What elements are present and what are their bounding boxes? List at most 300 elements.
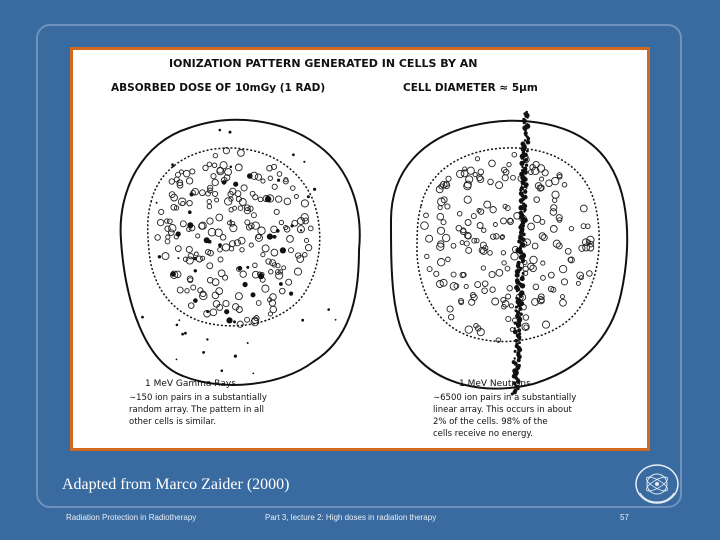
nuclear-granule (229, 208, 233, 212)
nuclear-granule (272, 184, 277, 189)
nuclear-granule (542, 321, 549, 328)
nuclear-granule (159, 209, 164, 214)
track-ion-dot (519, 161, 524, 166)
nuclear-granule (287, 236, 294, 243)
nuclear-granule (507, 286, 512, 291)
nuclear-granule (489, 271, 495, 277)
nuclear-granule (207, 277, 213, 283)
nuclear-granule (505, 266, 510, 271)
nuclear-granule (217, 167, 223, 173)
nuclear-granule (511, 175, 516, 180)
ion-pair-dot (193, 298, 198, 303)
track-ion-dot (518, 341, 521, 344)
track-ion-dot (518, 307, 522, 311)
nuclear-granule (471, 214, 476, 219)
ionization-figure (70, 47, 650, 451)
nuclear-granule (552, 177, 559, 184)
nuclear-granule (506, 316, 511, 321)
ion-pair-dot (226, 317, 232, 323)
nuclear-granule (532, 243, 538, 249)
nuclear-granule (258, 197, 263, 202)
ion-pair-dot (171, 272, 176, 277)
nuclear-granule (284, 225, 288, 229)
nuclear-granule (475, 157, 479, 161)
nuclear-granule (482, 228, 486, 232)
gamma-cell-nucleus (148, 148, 320, 326)
nuclear-granule (212, 179, 218, 185)
nuclear-granule (304, 238, 308, 242)
track-ion-dot (521, 157, 524, 160)
ion-pair-dot (280, 247, 286, 253)
ion-pair-dot (233, 182, 238, 187)
nuclear-granule (262, 285, 269, 292)
nuclear-granule (541, 261, 545, 265)
track-ion-dot (523, 190, 527, 194)
ion-pair-dot (187, 222, 193, 228)
nuclear-granule (427, 267, 432, 272)
track-ion-dot (526, 150, 529, 153)
ion-pair-dot (224, 309, 229, 314)
nuclear-granule (222, 244, 229, 251)
nuclear-granule (218, 247, 223, 252)
nuclear-granule (196, 256, 202, 262)
nuclear-granule (451, 243, 456, 248)
nuclear-granule (253, 263, 258, 268)
track-ion-dot (522, 272, 525, 275)
ion-pair-dot (184, 332, 187, 335)
nuclear-granule (207, 218, 213, 224)
ion-pair-dot (219, 129, 222, 132)
track-ion-dot (524, 185, 527, 188)
nuclear-granule (286, 279, 292, 285)
nuclear-granule (245, 317, 250, 322)
nuclear-granule (425, 254, 429, 258)
gamma-heading: 1 MeV Gamma Rays (145, 379, 236, 389)
ion-pair-dot (258, 273, 264, 279)
nuclear-granule (235, 191, 241, 197)
track-ion-dot (523, 210, 526, 213)
nuclear-granule (213, 153, 217, 157)
nuclear-granule (165, 239, 170, 244)
track-ion-dot (513, 330, 518, 335)
ion-pair-dot (156, 202, 158, 204)
figure-title-line1: IONIZATION PATTERN GENERATED IN CELLS BY AN (169, 57, 478, 70)
nuclear-granule (501, 218, 507, 224)
ion-pair-dot (204, 237, 210, 243)
nuclear-granule (308, 226, 313, 231)
track-ion-dot (517, 358, 521, 362)
nuclear-granule (177, 287, 183, 293)
nuclear-granule (451, 272, 456, 277)
ion-pair-dot (178, 319, 180, 321)
nuclear-granule (251, 213, 256, 218)
nuclear-granule (460, 241, 464, 245)
nuclear-granule (509, 304, 513, 308)
nuclear-granule (294, 195, 298, 199)
track-ion-dot (520, 283, 525, 288)
ion-pair-dot (277, 179, 280, 182)
nuclear-granule (183, 257, 187, 261)
nuclear-granule (478, 169, 484, 175)
nuclear-granule (190, 169, 195, 174)
nuclear-granule (489, 160, 496, 167)
nuclear-granule (212, 292, 219, 299)
track-ion-dot (521, 259, 525, 263)
track-ion-dot (525, 164, 528, 167)
nuclear-granule (473, 173, 477, 177)
ion-pair-dot (292, 153, 295, 156)
nuclear-granule (186, 178, 192, 184)
nuclear-granule (481, 266, 485, 270)
nuclear-granule (185, 289, 189, 293)
page-number: 57 (620, 513, 629, 522)
nuclear-granule (441, 220, 446, 225)
nuclear-granule (530, 256, 537, 263)
nuclear-granule (276, 272, 283, 279)
nuclear-granule (580, 205, 587, 212)
gamma-desc-3: other cells is similar. (129, 417, 217, 427)
nuclear-granule (276, 196, 282, 202)
neutron-desc-2: linear array. This occurs in about (433, 405, 572, 415)
neutron-desc-4: cells receive no energy. (433, 429, 533, 439)
nuclear-granule (540, 177, 544, 181)
nuclear-granule (565, 248, 571, 254)
nuclear-granule (475, 282, 481, 288)
nuclear-granule (482, 288, 488, 294)
gamma-ion-pairs (141, 129, 336, 375)
ion-pair-dot (251, 292, 256, 297)
gamma-desc-1: ∼150 ion pairs in a substantially (129, 393, 267, 403)
nuclear-granule (542, 170, 548, 176)
nuclear-granule (269, 270, 273, 274)
ion-pair-dot (190, 192, 194, 196)
nuclear-granule (541, 276, 546, 281)
nuclear-granule (257, 234, 261, 238)
track-ion-dot (515, 306, 518, 309)
ion-pair-dot (222, 180, 227, 185)
neutron-nuclear-texture (421, 152, 594, 342)
ion-pair-dot (206, 310, 209, 313)
track-ion-dot (526, 140, 531, 145)
nuclear-granule (289, 248, 294, 253)
nuclear-granule (291, 186, 296, 191)
nuclear-granule (511, 253, 518, 260)
nuclear-granule (449, 314, 454, 319)
ion-pair-dot (252, 373, 254, 375)
nuclear-granule (186, 246, 192, 252)
nuclear-granule (218, 270, 225, 277)
nuclear-granule (213, 191, 218, 196)
nuclear-granule (502, 261, 506, 265)
nuclear-granule (491, 234, 496, 239)
track-ion-dot (520, 201, 523, 204)
ion-pair-dot (243, 282, 248, 287)
nuclear-granule (484, 201, 491, 208)
nuclear-granule (587, 244, 594, 251)
nuclear-granule (218, 257, 223, 262)
nuclear-granule (174, 177, 179, 182)
nuclear-granule (477, 176, 483, 182)
nuclear-granule (211, 174, 216, 179)
ion-pair-dot (188, 210, 192, 214)
nuclear-granule (253, 195, 258, 200)
ion-pair-dot (265, 196, 271, 202)
nuclear-granule (437, 213, 444, 220)
nuclear-granule (277, 172, 282, 177)
nuclear-granule (576, 281, 580, 285)
nuclear-granule (454, 284, 459, 289)
nuclear-granule (569, 226, 573, 230)
nuclear-granule (196, 234, 200, 238)
track-ion-dot (519, 189, 522, 192)
nuclear-granule (215, 198, 219, 202)
nuclear-granule (252, 222, 259, 229)
nuclear-granule (203, 165, 208, 170)
nuclear-granule (166, 235, 170, 239)
nuclear-granule (284, 198, 291, 205)
ion-pair-dot (303, 161, 305, 163)
track-ion-dot (527, 137, 531, 141)
nuclear-granule (577, 272, 584, 279)
ion-pair-dot (335, 319, 337, 321)
nuclear-granule (470, 293, 475, 298)
nuclear-granule (250, 191, 255, 196)
track-ion-dot (520, 276, 525, 281)
ion-pair-dot (141, 316, 144, 319)
nuclear-granule (210, 309, 217, 316)
nuclear-granule (268, 176, 272, 180)
track-ion-dot (523, 121, 526, 124)
ion-pair-dot (301, 319, 304, 322)
ion-pair-dot (176, 324, 179, 327)
figure-title-dose: ABSORBED DOSE OF 10mGy (1 RAD) (111, 82, 326, 94)
gamma-cell-membrane (121, 120, 360, 385)
nuclear-granule (240, 248, 244, 252)
nuclear-granule (301, 200, 308, 207)
nuclear-granule (235, 164, 242, 171)
nuclear-granule (446, 257, 451, 262)
ion-pair-dot (158, 255, 161, 258)
nuclear-granule (162, 253, 169, 260)
nuclear-granule (477, 223, 483, 229)
nuclear-granule (279, 220, 283, 224)
nuclear-granule (501, 251, 505, 255)
ion-pair-dot (230, 166, 233, 169)
track-ion-dot (520, 313, 523, 316)
nuclear-granule (266, 259, 271, 264)
nuclear-granule (523, 315, 529, 321)
nuclear-granule (225, 169, 232, 176)
nuclear-granule (488, 179, 494, 185)
nuclear-granule (553, 198, 557, 202)
nuclear-granule (261, 253, 265, 257)
footer-course-title: Radiation Protection in Radiotherapy (66, 513, 197, 522)
nuclear-granule (240, 271, 246, 277)
nuclear-granule (445, 204, 450, 209)
footer-lecture-title: Part 3, lecture 2: High doses in radiation therapy (265, 513, 437, 522)
ion-pair-dot (176, 231, 181, 236)
nuclear-granule (305, 245, 311, 251)
nuclear-granule (175, 246, 181, 252)
track-ion-dot (517, 240, 521, 244)
nuclear-granule (540, 219, 545, 224)
nuclear-granule (533, 284, 539, 290)
nuclear-granule (466, 247, 472, 253)
track-ion-dot (516, 290, 518, 292)
nuclear-granule (216, 214, 223, 221)
ion-pair-dot (234, 355, 237, 358)
nuclear-granule (212, 163, 217, 168)
nuclear-granule (191, 285, 196, 290)
neutron-heading: 1 MeV Neutrons (459, 379, 531, 389)
nuclear-granule (550, 209, 557, 216)
nuclear-granule (488, 251, 493, 256)
figure-caption: Adapted from Marco Zaider (2000) (62, 476, 290, 493)
nuclear-granule (421, 222, 429, 230)
nuclear-granule (157, 219, 163, 225)
ion-pair-dot (176, 359, 178, 361)
nuclear-granule (561, 295, 565, 299)
track-ion-dot (517, 328, 521, 332)
ion-pair-dot (193, 257, 196, 260)
nuclear-granule (238, 150, 245, 157)
ion-pair-dot (247, 342, 249, 344)
nuclear-granule (230, 221, 235, 226)
nuclear-granule (169, 179, 174, 184)
track-ion-dot (514, 357, 516, 359)
nuclear-granule (507, 162, 511, 166)
nuclear-granule (155, 235, 161, 241)
ion-pair-dot (181, 333, 184, 336)
track-ion-dot (514, 350, 517, 353)
ion-pair-dot (233, 320, 236, 323)
nuclear-granule (466, 176, 473, 183)
track-ion-dot (514, 327, 516, 329)
nuclear-granule (587, 271, 593, 277)
ion-pair-dot (221, 369, 224, 372)
ion-pair-dot (171, 163, 174, 166)
nuclear-granule (237, 321, 243, 327)
nuclear-granule (443, 234, 450, 241)
nuclear-granule (268, 312, 272, 316)
ion-pair-dot (218, 243, 222, 247)
track-ion-dot (518, 205, 524, 211)
nuclear-granule (552, 191, 559, 198)
nuclear-granule (534, 197, 540, 203)
nuclear-granule (200, 190, 206, 196)
nuclear-granule (262, 245, 269, 252)
ion-pair-dot (313, 188, 316, 191)
nuclear-granule (465, 220, 471, 226)
iaea-emblem-icon (634, 463, 680, 505)
nuclear-granule (541, 235, 547, 241)
ion-pair-dot (202, 351, 205, 354)
nuclear-granule (256, 301, 261, 306)
nuclear-granule (539, 233, 546, 240)
ion-pair-dot (279, 282, 283, 286)
nuclear-granule (424, 213, 429, 218)
nuclear-granule (167, 219, 172, 224)
nuclear-granule (490, 207, 496, 213)
ion-pair-dot (307, 195, 310, 198)
nuclear-granule (528, 223, 535, 230)
nuclear-granule (261, 179, 265, 183)
nuclear-granule (464, 196, 471, 203)
neutron-desc-3: 2% of the cells. 98% of the (433, 417, 548, 427)
nuclear-granule (560, 299, 567, 306)
nuclear-granule (297, 226, 304, 233)
nuclear-granule (447, 306, 453, 312)
nuclear-granule (438, 259, 445, 266)
nuclear-granule (207, 204, 212, 209)
nuclear-granule (438, 206, 442, 210)
nuclear-granule (502, 175, 508, 181)
ion-pair-dot (237, 266, 242, 271)
nuclear-granule (207, 263, 213, 269)
ion-pair-dot (229, 131, 232, 134)
nuclear-granule (188, 303, 194, 309)
ion-pair-dot (206, 338, 208, 340)
ion-pair-dot (300, 229, 302, 231)
track-ion-dot (521, 238, 525, 242)
nuclear-granule (437, 227, 444, 234)
nuclear-granule (274, 209, 279, 214)
nuclear-granule (524, 325, 529, 330)
ion-pair-dot (273, 235, 277, 239)
nuclear-granule (496, 269, 503, 276)
nuclear-granule (216, 288, 223, 295)
nuclear-granule (271, 249, 278, 256)
ion-pair-dot (267, 234, 273, 240)
nuclear-granule (194, 252, 198, 256)
nuclear-granule (294, 268, 301, 275)
nuclear-granule (496, 182, 503, 189)
nuclear-granule (187, 200, 192, 205)
nuclear-granule (493, 223, 497, 227)
ion-pair-dot (246, 266, 249, 269)
track-ion-dot (517, 325, 520, 328)
nuclear-granule (426, 235, 433, 242)
nuclear-granule (550, 226, 557, 233)
nuclear-granule (482, 281, 488, 287)
nuclear-granule (235, 293, 242, 300)
track-ion-dot (514, 339, 518, 343)
ion-pair-dot (247, 173, 253, 179)
track-ion-dot (519, 295, 522, 298)
ion-pair-dot (327, 308, 330, 311)
nuclear-granule (490, 287, 495, 292)
nuclear-granule (180, 221, 186, 227)
nuclear-granule (548, 272, 554, 278)
nuclear-granule (179, 170, 183, 174)
ion-pair-dot (230, 219, 232, 221)
nuclear-granule (539, 298, 544, 303)
nuclear-granule (241, 185, 247, 191)
nuclear-granule (464, 241, 469, 246)
nuclear-granule (171, 204, 177, 210)
nuclear-granule (249, 243, 253, 247)
nuclear-granule (303, 253, 308, 258)
nuclear-granule (282, 266, 286, 270)
nuclear-granule (223, 148, 229, 154)
ion-pair-dot (291, 224, 294, 227)
nuclear-granule (183, 170, 190, 177)
nuclear-granule (559, 265, 566, 272)
neutron-desc-1: ∼6500 ion pairs in a substantially (433, 393, 577, 403)
nuclear-granule (457, 211, 462, 216)
nuclear-granule (492, 298, 499, 305)
nuclear-granule (465, 326, 472, 333)
